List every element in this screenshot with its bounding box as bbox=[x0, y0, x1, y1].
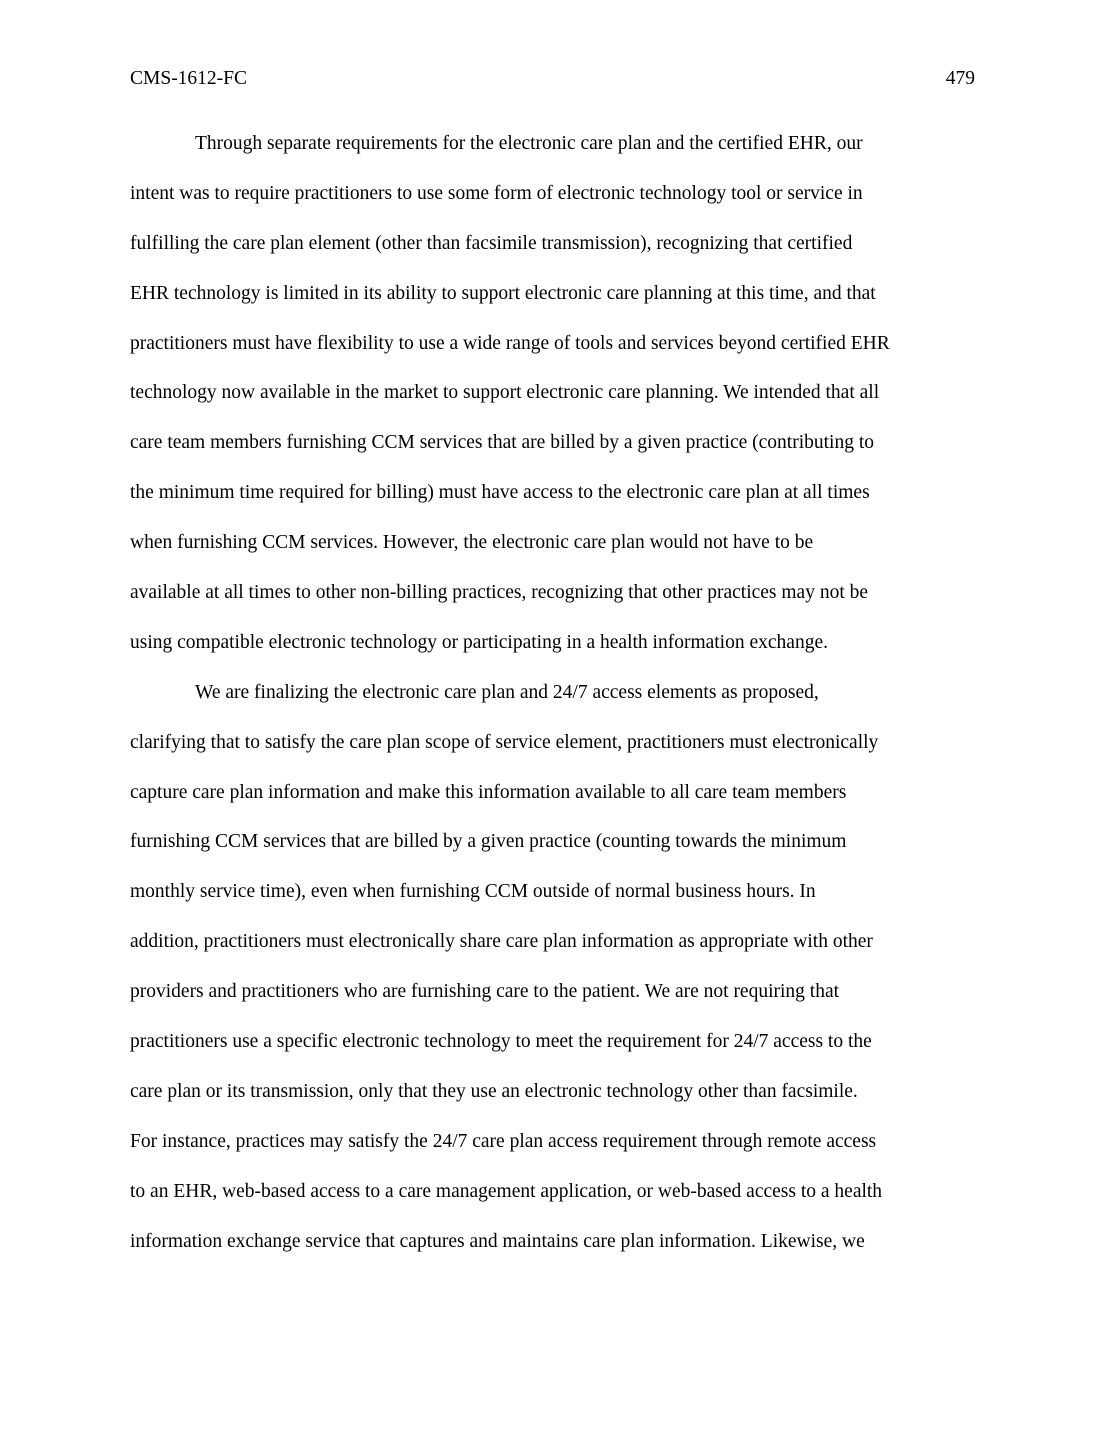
paragraph-2-line-7: providers and practitioners who are furnishing care to the patient. We are not requiring that bbox=[130, 981, 840, 1003]
paragraph-2-line-3: capture care plan information and make this information available to all care team members bbox=[130, 781, 847, 803]
document-id: CMS-1612-FC bbox=[130, 68, 248, 89]
paragraph-1-line-11: using compatible electronic technology or participating in a health information exchange. bbox=[130, 631, 828, 653]
paragraph-1-line-1: Through separate requirements for the electronic care plan and the certified EHR, our bbox=[195, 133, 863, 154]
paragraph-2-line-10: For instance, practices may satisfy the 24/7 care plan access requirement through remote access bbox=[130, 1130, 877, 1152]
paragraph-1-line-10: available at all times to other non-billing practices, recognizing that other practices may not be bbox=[130, 582, 869, 604]
paragraph-2-line-1: We are finalizing the electronic care plan and 24/7 access elements as proposed, bbox=[195, 681, 819, 703]
paragraph-1-line-4: EHR technology is limited in its ability to support electronic care planning at this time, and that bbox=[130, 282, 876, 304]
paragraph-1-line-3: fulfilling the care plan element (other than facsimile transmission), recognizing that certified bbox=[130, 232, 853, 254]
paragraph-2-line-9: care plan or its transmission, only that they use an electronic technology other than facsimile. bbox=[130, 1080, 858, 1102]
paragraph-2-line-8: practitioners use a specific electronic technology to meet the requirement for 24/7 access to the bbox=[130, 1031, 872, 1053]
paragraph-2-line-4: furnishing CCM services that are billed by a given practice (counting towards the minimum bbox=[130, 831, 847, 853]
paragraph-1-line-8: the minimum time required for billing) must have access to the electronic care plan at all times bbox=[130, 482, 870, 504]
paragraph-2-line-5: monthly service time), even when furnishing CCM outside of normal business hours. In bbox=[130, 881, 816, 903]
paragraph-1-line-9: when furnishing CCM services. However, the electronic care plan would not have to be bbox=[130, 532, 814, 554]
paragraph-1-line-2: intent was to require practitioners to use some form of electronic technology tool or service in bbox=[130, 182, 863, 204]
paragraph-1-line-7: care team members furnishing CCM services that are billed by a given practice (contributing to bbox=[130, 432, 875, 454]
body-text bbox=[130, 129, 980, 1276]
paragraph-1-line-6: technology now available in the market to support electronic care planning. We intended that all bbox=[130, 382, 880, 404]
paragraph-2-line-12: information exchange service that captures and maintains care plan information. Likewise, we bbox=[130, 1230, 865, 1252]
paragraph-1-line-5: practitioners must have flexibility to use a wide range of tools and services beyond certified EHR bbox=[130, 332, 890, 354]
paragraph-2-line-11: to an EHR, web-based access to a care management application, or web-based access to a health bbox=[130, 1180, 883, 1202]
page-number: 479 bbox=[945, 68, 975, 89]
paragraph-2-line-2: clarifying that to satisfy the care plan scope of service element, practitioners must electronically bbox=[130, 731, 879, 753]
paragraph-2-line-6: addition, practitioners must electronically share care plan information as appropriate with other bbox=[130, 931, 873, 953]
